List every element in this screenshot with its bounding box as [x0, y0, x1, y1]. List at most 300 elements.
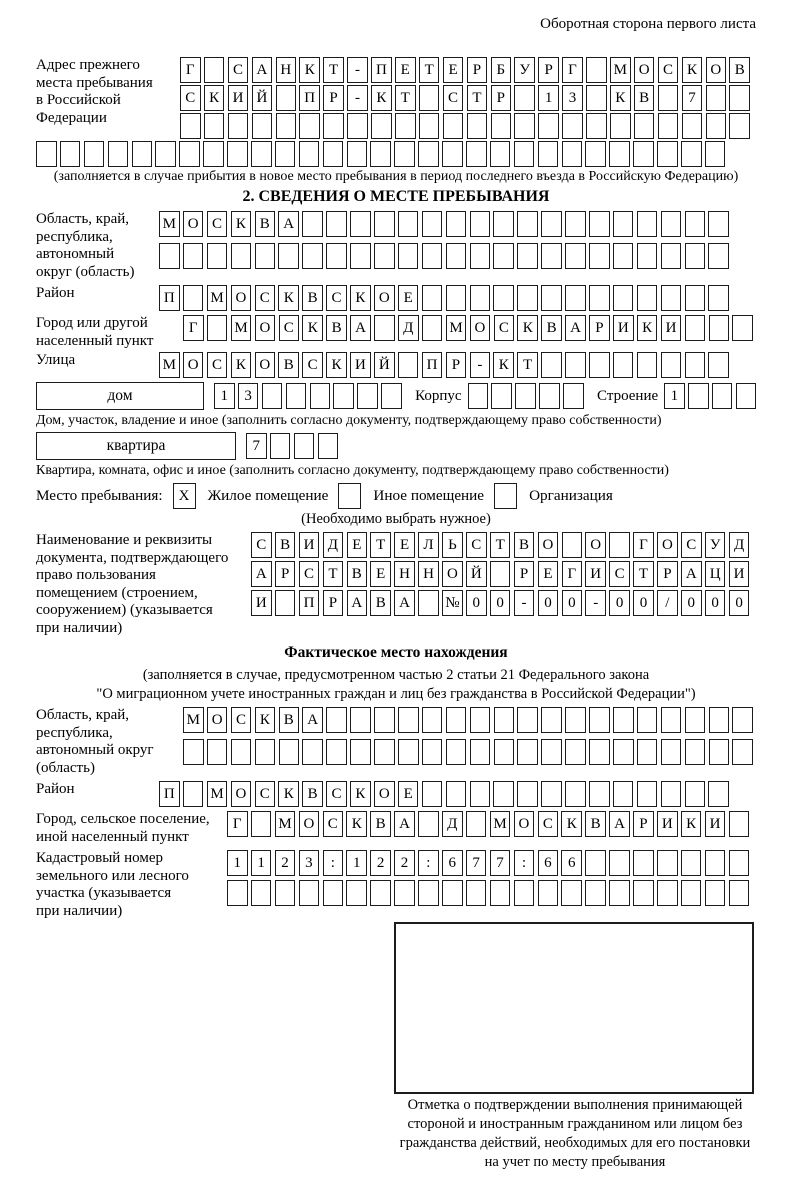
- char-box: [251, 811, 272, 837]
- char-box: [84, 141, 105, 167]
- char-box: [333, 383, 354, 409]
- char-box: [466, 141, 487, 167]
- char-box: [661, 243, 682, 269]
- char-box: [419, 113, 440, 139]
- char-box: [565, 707, 586, 733]
- char-box: [613, 243, 634, 269]
- char-box: А: [251, 561, 272, 587]
- char-box: [589, 707, 610, 733]
- char-box: [207, 243, 228, 269]
- char-box: [180, 113, 201, 139]
- char-box: [633, 880, 654, 906]
- char-box: В: [302, 285, 323, 311]
- section2-title: 2. СВЕДЕНИЯ О МЕСТЕ ПРЕБЫВАНИЯ: [242, 188, 550, 205]
- char-box: У: [514, 57, 535, 83]
- text-line: Федерации: [36, 109, 107, 126]
- char-box: [685, 781, 706, 807]
- char-box: [326, 211, 347, 237]
- char-box: Р: [323, 85, 344, 111]
- char-box: №: [442, 590, 463, 616]
- char-box: Г: [633, 532, 654, 558]
- char-box: [491, 383, 512, 409]
- char-box: [585, 850, 606, 876]
- text-line: гражданства действий, необходимых для его постановки: [399, 1135, 751, 1151]
- char-box: [179, 141, 200, 167]
- char-box: [446, 211, 467, 237]
- char-box: [517, 211, 538, 237]
- char-box: А: [681, 561, 702, 587]
- char-box: [494, 739, 515, 765]
- char-box: Р: [491, 85, 512, 111]
- char-box: [207, 315, 228, 341]
- char-box: [203, 141, 224, 167]
- char-box: Д: [323, 532, 344, 558]
- char-box: [589, 285, 610, 311]
- char-grid-row: [159, 211, 732, 237]
- char-box: [658, 85, 679, 111]
- char-box: [466, 880, 487, 906]
- char-box: [418, 811, 439, 837]
- char-box: 3: [299, 850, 320, 876]
- char-box: И: [228, 85, 249, 111]
- char-box: [493, 285, 514, 311]
- char-box: 7: [466, 850, 487, 876]
- char-box: [227, 880, 248, 906]
- char-box: 1: [227, 850, 248, 876]
- char-box: А: [347, 590, 368, 616]
- char-box: 0: [490, 590, 511, 616]
- char-box: [446, 781, 467, 807]
- char-box: [299, 113, 320, 139]
- house-name-box: дом: [36, 382, 204, 410]
- char-box: 6: [442, 850, 463, 876]
- checkbox-inoe: [338, 483, 361, 509]
- char-box: [231, 739, 252, 765]
- char-box: С: [658, 57, 679, 83]
- char-box: А: [565, 315, 586, 341]
- char-box: О: [231, 781, 252, 807]
- char-box: [323, 141, 344, 167]
- char-box: К: [346, 811, 367, 837]
- char-box: К: [371, 85, 392, 111]
- char-box: [422, 211, 443, 237]
- char-box: [637, 211, 658, 237]
- char-box: [357, 383, 378, 409]
- char-box: [418, 590, 439, 616]
- char-box: [442, 880, 463, 906]
- text-line: на учет по месту пребывания: [484, 1154, 666, 1170]
- char-box: [514, 880, 535, 906]
- char-box: [685, 739, 706, 765]
- char-box: Е: [398, 781, 419, 807]
- char-box: [729, 850, 750, 876]
- char-box: К: [610, 85, 631, 111]
- char-box: Г: [562, 57, 583, 83]
- char-box: К: [350, 781, 371, 807]
- char-box: [589, 739, 610, 765]
- char-box: [682, 113, 703, 139]
- char-box: М: [231, 315, 252, 341]
- char-box: [514, 141, 535, 167]
- char-box: [565, 285, 586, 311]
- char-box: [302, 739, 323, 765]
- char-grid-row: [180, 85, 753, 111]
- char-box: [561, 880, 582, 906]
- stay-place-note: (Необходимо выбрать нужное): [301, 511, 491, 527]
- char-box: О: [538, 532, 559, 558]
- char-box: -: [347, 57, 368, 83]
- char-box: Т: [323, 561, 344, 587]
- char-box: О: [255, 352, 276, 378]
- text-line: сооружением) (указывается: [36, 602, 213, 618]
- char-box: [706, 113, 727, 139]
- char-box: [278, 243, 299, 269]
- char-box: А: [394, 590, 415, 616]
- char-box: [422, 243, 443, 269]
- stroenie-label: Строение: [597, 387, 659, 404]
- char-box: 6: [561, 850, 582, 876]
- char-box: О: [374, 781, 395, 807]
- char-box: [299, 880, 320, 906]
- char-box: И: [657, 811, 678, 837]
- char-box: Е: [395, 57, 416, 83]
- char-box: [323, 880, 344, 906]
- char-box: [374, 243, 395, 269]
- char-box: [712, 383, 733, 409]
- char-box: [541, 707, 562, 733]
- char-box: [374, 739, 395, 765]
- char-box: [470, 211, 491, 237]
- char-grid-row: [159, 781, 732, 807]
- char-box: Г: [183, 315, 204, 341]
- char-box: В: [278, 352, 299, 378]
- char-box: О: [299, 811, 320, 837]
- char-box: [371, 113, 392, 139]
- char-box: [422, 739, 443, 765]
- char-box: М: [490, 811, 511, 837]
- char-box: [729, 880, 750, 906]
- char-box: [637, 285, 658, 311]
- char-box: [565, 211, 586, 237]
- char-box: [637, 781, 658, 807]
- char-box: Й: [252, 85, 273, 111]
- char-box: 1: [214, 383, 235, 409]
- actual-region-label: [36, 707, 183, 777]
- char-box: [491, 113, 512, 139]
- char-box: [637, 352, 658, 378]
- char-box: [374, 211, 395, 237]
- char-box: Н: [276, 57, 297, 83]
- char-box: [517, 285, 538, 311]
- char-box: И: [585, 561, 606, 587]
- char-box: К: [350, 285, 371, 311]
- char-box: [538, 141, 559, 167]
- char-box: Г: [562, 561, 583, 587]
- char-box: [562, 532, 583, 558]
- text-line: право пользования: [36, 567, 156, 583]
- text-line: Адрес прежнего: [36, 57, 140, 73]
- char-box: [609, 880, 630, 906]
- char-box: [470, 781, 491, 807]
- street-field: [36, 352, 756, 378]
- char-box: С: [207, 211, 228, 237]
- char-box: [681, 850, 702, 876]
- char-box: [470, 739, 491, 765]
- option-inoe-label: Иное помещение: [373, 487, 485, 504]
- text-line: округ (область): [36, 263, 135, 280]
- char-box: [398, 243, 419, 269]
- char-box: [493, 781, 514, 807]
- char-box: П: [159, 781, 180, 807]
- char-box: [565, 352, 586, 378]
- char-box: [661, 781, 682, 807]
- char-box: [252, 113, 273, 139]
- char-box: [514, 113, 535, 139]
- text-line: стороной и иностранным гражданином или лицом без: [407, 1116, 743, 1132]
- actual-city-label: [36, 811, 227, 846]
- char-box: [132, 141, 153, 167]
- char-box: [565, 243, 586, 269]
- char-box: М: [446, 315, 467, 341]
- char-box: [541, 211, 562, 237]
- prev-address-footnote: (заполняется в случае прибытия в новое место пребывания в период последнего въезда в Российскую Федерацию): [53, 169, 739, 184]
- char-box: В: [347, 561, 368, 587]
- char-box: [517, 707, 538, 733]
- char-box: К: [255, 707, 276, 733]
- city-field: [36, 315, 756, 350]
- char-box: [637, 243, 658, 269]
- char-box: М: [207, 781, 228, 807]
- char-box: К: [278, 781, 299, 807]
- char-box: [350, 739, 371, 765]
- char-box: С: [299, 561, 320, 587]
- char-box: 0: [609, 590, 630, 616]
- char-box: /: [657, 590, 678, 616]
- char-box: 3: [238, 383, 259, 409]
- text-line: Область, край,: [36, 707, 130, 723]
- text-line: Наименование и реквизиты: [36, 532, 213, 548]
- char-box: С: [180, 85, 201, 111]
- char-box: [255, 243, 276, 269]
- char-box: [708, 781, 729, 807]
- char-box: [613, 285, 634, 311]
- char-box: 7: [490, 850, 511, 876]
- page-header-note: Оборотная сторона первого листа: [540, 16, 756, 32]
- char-box: [541, 739, 562, 765]
- char-box: [661, 211, 682, 237]
- char-box: [275, 880, 296, 906]
- char-box: [589, 211, 610, 237]
- char-box: Т: [395, 85, 416, 111]
- char-box: [398, 211, 419, 237]
- char-box: [633, 141, 654, 167]
- char-box: М: [275, 811, 296, 837]
- char-box: Й: [374, 352, 395, 378]
- char-box: [565, 781, 586, 807]
- char-box: [467, 113, 488, 139]
- char-box: [708, 243, 729, 269]
- char-box: С: [494, 315, 515, 341]
- prev-address-grid: [180, 57, 753, 139]
- char-box: М: [159, 211, 180, 237]
- char-grid-row: [183, 315, 756, 341]
- char-box: [609, 141, 630, 167]
- char-box: Р: [275, 561, 296, 587]
- char-box: [709, 739, 730, 765]
- char-box: [443, 113, 464, 139]
- char-box: [705, 850, 726, 876]
- char-box: К: [231, 352, 252, 378]
- char-box: [466, 811, 487, 837]
- char-box: [563, 383, 584, 409]
- char-box: С: [228, 57, 249, 83]
- char-box: [294, 433, 315, 459]
- char-box: [493, 211, 514, 237]
- char-box: [183, 739, 204, 765]
- char-box: Г: [227, 811, 248, 837]
- apartment-number-grid: [246, 433, 342, 459]
- char-box: Р: [657, 561, 678, 587]
- char-box: [270, 433, 291, 459]
- char-box: Р: [514, 561, 535, 587]
- char-box: С: [609, 561, 630, 587]
- char-box: М: [159, 352, 180, 378]
- text-line: при наличии): [36, 619, 123, 636]
- char-box: П: [422, 352, 443, 378]
- char-box: [708, 211, 729, 237]
- char-box: [446, 707, 467, 733]
- char-box: С: [443, 85, 464, 111]
- apartment-caption: Квартира, комната, офис и иное (заполнить согласно документу, подтверждающему право собственности): [36, 463, 669, 478]
- char-box: 6: [538, 850, 559, 876]
- char-box: [231, 243, 252, 269]
- checkbox-zhiloe: X: [173, 483, 196, 509]
- char-box: [732, 315, 753, 341]
- char-box: И: [613, 315, 634, 341]
- cadastre-field: [36, 850, 756, 920]
- stay-place-row: [36, 483, 756, 509]
- char-box: В: [275, 532, 296, 558]
- text-line: Отметка о подтверждении выполнения принимающей: [407, 1097, 743, 1113]
- char-box: -: [514, 590, 535, 616]
- char-box: [565, 739, 586, 765]
- char-box: [685, 211, 706, 237]
- char-box: [705, 141, 726, 167]
- char-box: Е: [398, 285, 419, 311]
- char-box: [661, 285, 682, 311]
- region-label: [36, 211, 159, 281]
- char-box: П: [159, 285, 180, 311]
- char-box: Р: [589, 315, 610, 341]
- char-box: [732, 739, 753, 765]
- char-box: С: [326, 285, 347, 311]
- char-box: П: [371, 57, 392, 83]
- actual-location-title: Фактическое место нахождения: [284, 644, 508, 661]
- char-box: 1: [664, 383, 685, 409]
- option-zhiloe-label: Жилое помещение: [207, 487, 329, 504]
- char-grid-row: [183, 707, 756, 733]
- char-box: О: [514, 811, 535, 837]
- char-box: [541, 781, 562, 807]
- char-box: [538, 880, 559, 906]
- actual-city-field: [36, 811, 756, 846]
- char-box: [183, 243, 204, 269]
- char-box: [398, 739, 419, 765]
- char-box: [685, 707, 706, 733]
- korpus-grid: [468, 383, 587, 409]
- char-grid-row: [183, 739, 756, 765]
- char-box: [539, 383, 560, 409]
- char-grid-row: [180, 57, 753, 83]
- char-box: С: [681, 532, 702, 558]
- char-box: В: [585, 811, 606, 837]
- char-box: О: [442, 561, 463, 587]
- char-box: И: [661, 315, 682, 341]
- char-grid-row: [227, 811, 753, 837]
- char-box: 0: [562, 590, 583, 616]
- char-box: [442, 141, 463, 167]
- char-box: К: [493, 352, 514, 378]
- char-box: И: [251, 590, 272, 616]
- char-box: Е: [347, 532, 368, 558]
- char-box: [613, 781, 634, 807]
- char-box: [589, 781, 610, 807]
- char-box: [346, 880, 367, 906]
- char-box: [709, 315, 730, 341]
- char-box: В: [326, 315, 347, 341]
- char-box: [729, 811, 750, 837]
- char-box: [657, 880, 678, 906]
- actual-location-note: [36, 666, 756, 704]
- char-box: [708, 352, 729, 378]
- text-line: "О миграционном учете иностранных граждан и лиц без гражданства в Российской Федерации"): [96, 686, 696, 702]
- char-box: А: [302, 707, 323, 733]
- char-box: [275, 141, 296, 167]
- char-box: [729, 85, 750, 111]
- char-box: [347, 113, 368, 139]
- char-box: К: [561, 811, 582, 837]
- char-box: Й: [466, 561, 487, 587]
- char-box: [204, 113, 225, 139]
- actual-region-field: [36, 707, 756, 777]
- char-box: [708, 285, 729, 311]
- char-box: [251, 880, 272, 906]
- char-box: [326, 243, 347, 269]
- char-box: 3: [562, 85, 583, 111]
- char-box: Ц: [705, 561, 726, 587]
- char-box: [350, 243, 371, 269]
- document-field: [36, 532, 756, 637]
- char-box: [286, 383, 307, 409]
- char-box: :: [323, 850, 344, 876]
- char-box: Д: [398, 315, 419, 341]
- char-box: А: [609, 811, 630, 837]
- char-box: [685, 315, 706, 341]
- char-box: [729, 113, 750, 139]
- region-field: [36, 211, 756, 281]
- text-line: земельного или лесного: [36, 867, 189, 884]
- char-box: С: [279, 315, 300, 341]
- char-box: Р: [538, 57, 559, 83]
- char-box: Т: [490, 532, 511, 558]
- char-box: [661, 707, 682, 733]
- char-box: Г: [180, 57, 201, 83]
- char-box: [468, 383, 489, 409]
- char-box: [228, 113, 249, 139]
- char-box: [585, 880, 606, 906]
- char-box: [658, 113, 679, 139]
- text-line: Кадастровый номер: [36, 850, 163, 866]
